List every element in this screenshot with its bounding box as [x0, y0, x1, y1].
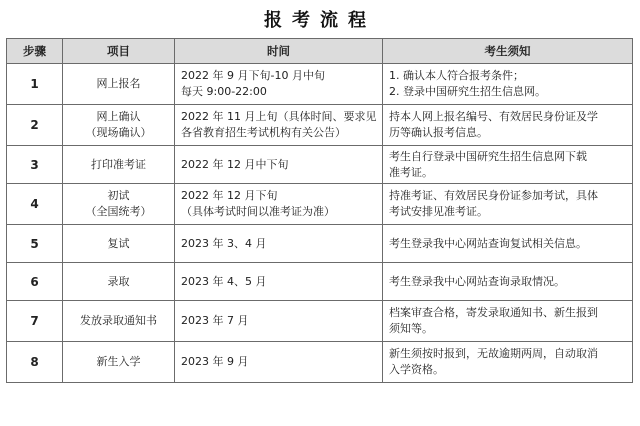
table-row: [7, 225, 633, 263]
step-number: 8: [7, 342, 63, 383]
note-cell: [383, 342, 633, 383]
note-text: 新生须按时报到，无故逾期两周，自动取消: [389, 347, 598, 360]
note-text: 考生自行登录中国研究生招生信息网下载: [389, 149, 587, 163]
note-text: 2. 登录中国研究生招生信息网。: [389, 85, 546, 98]
time-text: （具体考试时间以准考证为准）: [181, 205, 335, 218]
step-number: 6: [7, 263, 63, 301]
item-cell: [63, 184, 175, 225]
note-text: 档案审查合格，寄发录取通知书、新生报到: [389, 306, 598, 319]
item-name: 发放录取通知书: [80, 314, 157, 327]
page-title: 报考流程: [264, 10, 376, 31]
note-cell: [383, 64, 633, 105]
time-text: 各省教育招生考试机构有关公告）: [181, 126, 346, 139]
time-text: 2023 年 3、4 月: [181, 236, 267, 250]
item-cell: [63, 64, 175, 105]
table-row: [7, 301, 633, 342]
note-text: 持本人网上报名编号、有效居民身份证及学: [389, 110, 598, 123]
time-text: 2023 年 9 月: [181, 355, 249, 368]
note-text: 持准考证、有效居民身份证参加考试，具体: [389, 189, 598, 202]
table-row: [7, 263, 633, 301]
step-number: 1: [7, 64, 63, 105]
item-name: （现场确认）: [85, 126, 152, 139]
time-cell: [175, 146, 383, 184]
header-item: 项目: [63, 39, 175, 64]
time-cell: [175, 225, 383, 263]
table-row: [7, 342, 633, 383]
note-cell: [383, 263, 633, 301]
header-time: 时间: [175, 39, 383, 64]
table-header-row: [7, 39, 633, 64]
time-text: 2022 年 9 月下旬-10 月中旬: [181, 69, 325, 82]
time-text: 2022 年 12 月中下旬: [181, 157, 289, 171]
time-cell: [175, 342, 383, 383]
item-name: 复试: [107, 236, 130, 250]
note-cell: [383, 225, 633, 263]
item-cell: [63, 263, 175, 301]
header-note: 考生须知: [383, 39, 633, 64]
note-cell: [383, 105, 633, 146]
note-text: 考试安排见准考证。: [389, 205, 488, 218]
item-cell: [63, 225, 175, 263]
time-text: 2023 年 7 月: [181, 314, 249, 327]
item-cell: [63, 301, 175, 342]
time-cell: [175, 263, 383, 301]
time-text: 2023 年 4、5 月: [181, 274, 267, 288]
note-text: 考生登录我中心网站查询录取情况。: [389, 274, 565, 288]
time-cell: [175, 184, 383, 225]
time-text: 每天 9:00-22:00: [181, 85, 267, 98]
item-cell: [63, 342, 175, 383]
note-text: 须知等。: [389, 322, 433, 335]
process-table: [6, 38, 633, 383]
note-text: 历等确认报考信息。: [389, 126, 488, 139]
item-name: 打印准考证: [91, 157, 146, 171]
note-cell: [383, 184, 633, 225]
item-name: （全国统考）: [85, 205, 152, 218]
note-cell: [383, 301, 633, 342]
item-cell: [63, 146, 175, 184]
header-step: 步骤: [7, 39, 63, 64]
note-cell: [383, 146, 633, 184]
time-text: 2022 年 11 月上旬（具体时间、要求见: [181, 110, 377, 123]
step-number: 5: [7, 225, 63, 263]
step-number: 2: [7, 105, 63, 146]
step-number: 3: [7, 146, 63, 184]
item-name: 新生入学: [96, 355, 141, 368]
time-text: 2022 年 12 月下旬: [181, 189, 278, 202]
step-number: 7: [7, 301, 63, 342]
item-name: 网上确认: [96, 110, 141, 123]
table-row: [7, 105, 633, 146]
time-cell: [175, 105, 383, 146]
note-text: 考生登录我中心网站查询复试相关信息。: [389, 236, 587, 250]
note-text: 1. 确认本人符合报考条件；: [389, 69, 524, 82]
item-cell: [63, 105, 175, 146]
time-cell: [175, 301, 383, 342]
table-body: [7, 64, 633, 383]
table-row: [7, 146, 633, 184]
note-text: 入学资格。: [389, 363, 444, 376]
item-name: 录取: [107, 274, 130, 288]
time-cell: [175, 64, 383, 105]
item-name: 初试: [107, 189, 130, 202]
table-row: [7, 184, 633, 225]
note-text: 准考证。: [389, 165, 433, 179]
table-row: [7, 64, 633, 105]
item-name: 网上报名: [96, 77, 141, 90]
step-number: 4: [7, 184, 63, 225]
